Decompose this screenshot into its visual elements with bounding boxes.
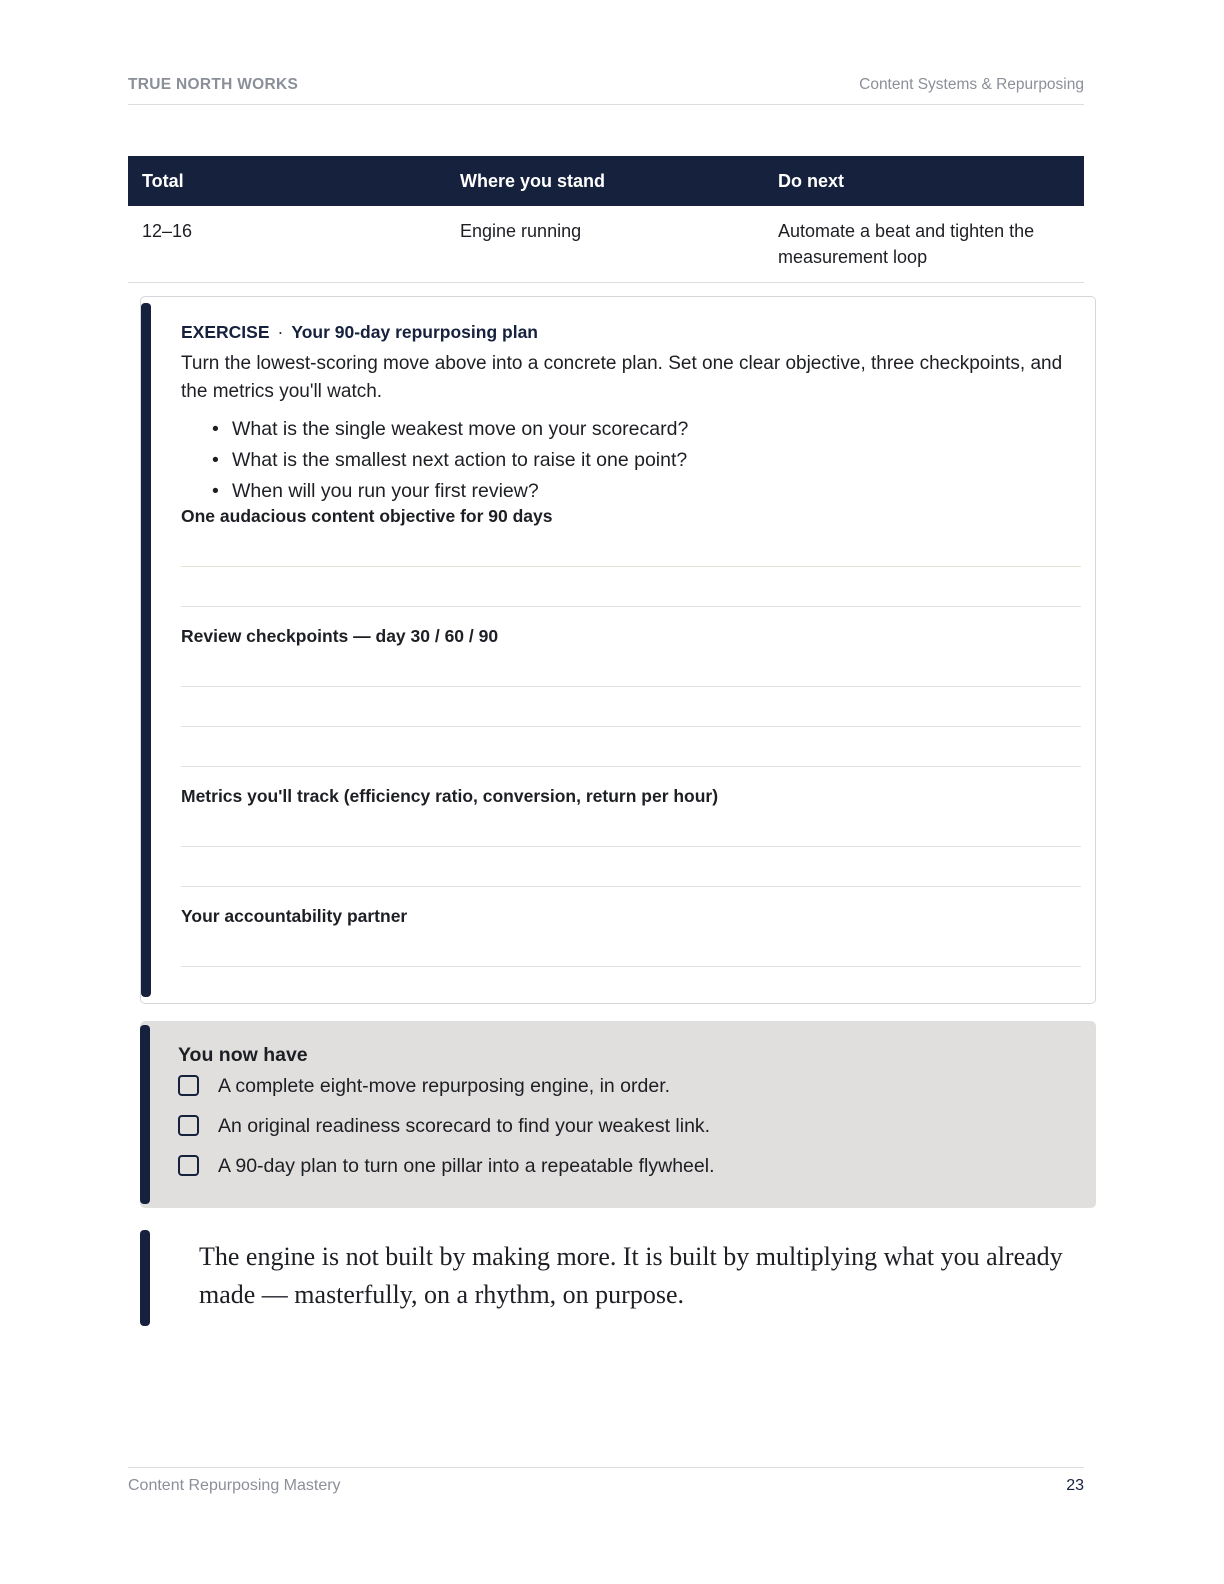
quote-text: The engine is not built by making more. It is built by multiplying what you already made — masterfully, on a rhythm, on purpose.	[199, 1242, 1063, 1309]
quote-accent-bar	[140, 1230, 150, 1326]
write-line-checkpoints-2[interactable]	[181, 687, 1081, 727]
checklist-item-text: An original readiness scorecard to find your weakest link.	[218, 1115, 711, 1137]
checkbox-icon[interactable]	[178, 1115, 199, 1136]
page-header	[128, 76, 1084, 105]
exercise-accent-bar	[141, 303, 151, 997]
field-label-objective: One audacious content objective for 90 days	[181, 506, 553, 526]
list-item: • What is the single weakest move on your scorecard?	[212, 414, 1081, 445]
summary-content	[178, 1044, 715, 1191]
exercise-heading	[181, 322, 1081, 346]
field-label-checkpoints: Review checkpoints — day 30 / 60 / 90	[181, 626, 499, 646]
write-line-metrics-2[interactable]	[181, 847, 1081, 887]
checkbox-icon[interactable]	[178, 1155, 199, 1176]
write-line-partner-1[interactable]	[181, 928, 1081, 967]
score-table	[128, 156, 1084, 283]
table-header-row	[128, 156, 1084, 206]
table-row	[128, 206, 1084, 283]
page-footer	[128, 1467, 1084, 1495]
exercise-title: Your 90-day repurposing plan	[291, 322, 538, 342]
write-line-objective-1[interactable]	[181, 528, 1081, 567]
exercise-box	[140, 296, 1096, 1004]
cell-do-next: Automate a beat and tighten the measurement loop	[764, 206, 1084, 283]
exercise-content	[181, 322, 1081, 967]
checklist-item-text: A complete eight-move repurposing engine, in order.	[218, 1075, 671, 1097]
checklist-item-text: A 90-day plan to turn one pillar into a repeatable flywheel.	[218, 1155, 715, 1177]
column-header-total: Total	[128, 156, 446, 206]
page-number: 23	[1066, 1477, 1084, 1494]
list-item: • What is the smallest next action to raise it one point?	[212, 445, 1081, 476]
cell-total: 12–16	[128, 206, 446, 283]
pull-quote	[140, 1230, 1096, 1326]
list-item: • When will you run your first review?	[212, 476, 1081, 507]
exercise-intro: Turn the lowest-scoring move above into a concrete plan. Set one clear objective, three checkpoints, and the metrics you'll watch.	[181, 353, 1063, 402]
footer-book-title: Content Repurposing Mastery	[128, 1477, 341, 1494]
summary-title: You now have	[178, 1044, 308, 1066]
section-label: Content Systems & Repurposing	[859, 76, 1084, 93]
write-line-objective-2[interactable]	[181, 567, 1081, 607]
write-line-checkpoints-1[interactable]	[181, 648, 1081, 687]
column-header-where-you-stand: Where you stand	[446, 156, 764, 206]
checklist-item	[178, 1151, 715, 1191]
checklist-item	[178, 1111, 715, 1151]
summary-accent-bar	[140, 1025, 150, 1204]
checklist-item	[178, 1071, 715, 1111]
column-header-do-next: Do next	[764, 156, 1084, 206]
exercise-prompts	[181, 414, 1081, 507]
cell-where-you-stand: Engine running	[446, 206, 764, 283]
brand-name: TRUE NORTH WORKS	[128, 76, 299, 93]
exercise-label: EXERCISE	[181, 322, 270, 342]
summary-box	[140, 1021, 1096, 1208]
field-label-metrics: Metrics you'll track (efficiency ratio, conversion, return per hour)	[181, 786, 719, 806]
checkbox-icon[interactable]	[178, 1075, 199, 1096]
exercise-separator: ·	[277, 322, 284, 342]
write-line-checkpoints-3[interactable]	[181, 727, 1081, 767]
field-label-partner: Your accountability partner	[181, 906, 408, 926]
write-line-metrics-1[interactable]	[181, 808, 1081, 847]
